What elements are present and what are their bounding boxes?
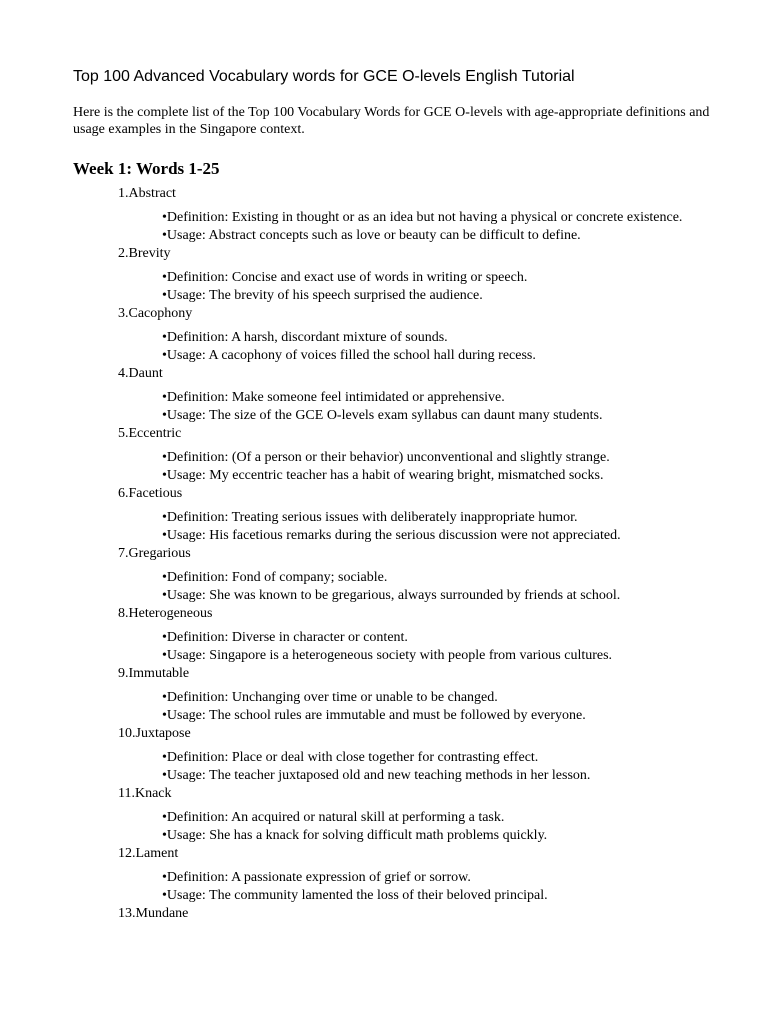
word-details <box>0 209 768 245</box>
word-definition: •Definition: Unchanging over time or unable to be changed. <box>162 690 498 705</box>
word-title: 9.Immutable <box>118 666 190 681</box>
word-details <box>0 809 768 845</box>
word-entry <box>0 305 768 365</box>
word-usage: •Usage: My eccentric teacher has a habit of wearing bright, mismatched socks. <box>162 468 604 483</box>
word-title: 13.Mundane <box>118 906 189 921</box>
word-entry <box>0 785 768 845</box>
word-usage: •Usage: She has a knack for solving difficult math problems quickly. <box>162 828 548 843</box>
word-entry <box>0 845 768 905</box>
word-definition: •Definition: Diverse in character or content. <box>162 630 408 645</box>
word-details <box>0 449 768 485</box>
word-details <box>0 749 768 785</box>
word-title: 10.Juxtapose <box>118 726 191 741</box>
word-entry <box>0 365 768 425</box>
word-title: 5.Eccentric <box>118 426 182 441</box>
word-entry <box>0 725 768 785</box>
word-title: 2.Brevity <box>118 246 171 261</box>
word-definition: •Definition: An acquired or natural skill at performing a task. <box>162 810 505 825</box>
word-details <box>0 629 768 665</box>
word-title: 1.Abstract <box>118 186 176 201</box>
word-title: 7.Gregarious <box>118 546 191 561</box>
word-details <box>0 509 768 545</box>
week-heading: Week 1: Words 1-25 <box>73 159 220 178</box>
word-entry <box>0 425 768 485</box>
word-usage: •Usage: Singapore is a heterogeneous society with people from various cultures. <box>162 648 613 663</box>
word-definition: •Definition: A harsh, discordant mixture of sounds. <box>162 330 448 345</box>
word-entry <box>0 545 768 605</box>
word-details <box>0 269 768 305</box>
word-definition: •Definition: Concise and exact use of words in writing or speech. <box>162 270 528 285</box>
word-usage: •Usage: The school rules are immutable and must be followed by everyone. <box>162 708 586 723</box>
word-details <box>0 869 768 905</box>
word-definition: •Definition: Fond of company; sociable. <box>162 570 388 585</box>
intro-paragraph: Here is the complete list of the Top 100 Vocabulary Words for GCE O-levels with age-appropriate definitions and usage examples in the Singapore context. <box>73 105 710 137</box>
word-definition: •Definition: A passionate expression of grief or sorrow. <box>162 870 471 885</box>
word-usage: •Usage: The community lamented the loss of their beloved principal. <box>162 888 548 903</box>
word-usage: •Usage: The teacher juxtaposed old and new teaching methods in her lesson. <box>162 768 591 783</box>
word-entry <box>0 665 768 725</box>
word-definition: •Definition: Existing in thought or as an idea but not having a physical or concrete existence. <box>162 210 683 225</box>
word-definition: •Definition: Place or deal with close together for contrasting effect. <box>162 750 539 765</box>
word-title: 3.Cacophony <box>118 306 193 321</box>
word-usage: •Usage: His facetious remarks during the serious discussion were not appreciated. <box>162 528 621 543</box>
word-definition: •Definition: (Of a person or their behavior) unconventional and slightly strange. <box>162 450 610 465</box>
word-details <box>0 329 768 365</box>
word-details <box>0 569 768 605</box>
word-details <box>0 689 768 725</box>
word-entry <box>0 605 768 665</box>
word-list <box>0 185 768 923</box>
word-entry <box>0 485 768 545</box>
word-title: 6.Facetious <box>118 486 183 501</box>
word-title: 4.Daunt <box>118 366 163 381</box>
word-entry <box>0 245 768 305</box>
word-title: 12.Lament <box>118 846 179 861</box>
word-usage: •Usage: The brevity of his speech surprised the audience. <box>162 288 483 303</box>
word-title: 8.Heterogeneous <box>118 606 213 621</box>
word-details <box>0 389 768 425</box>
word-definition: •Definition: Make someone feel intimidated or apprehensive. <box>162 390 505 405</box>
word-title: 11.Knack <box>118 786 172 801</box>
word-definition: •Definition: Treating serious issues with deliberately inappropriate humor. <box>162 510 578 525</box>
word-usage: •Usage: She was known to be gregarious, always surrounded by friends at school. <box>162 588 621 603</box>
word-entry <box>0 905 768 923</box>
word-entry <box>0 185 768 245</box>
word-usage: •Usage: The size of the GCE O-levels exam syllabus can daunt many students. <box>162 408 603 423</box>
word-usage: •Usage: A cacophony of voices filled the school hall during recess. <box>162 348 536 363</box>
document-title: Top 100 Advanced Vocabulary words for GCE O-levels English Tutorial <box>73 68 575 85</box>
word-usage: •Usage: Abstract concepts such as love or beauty can be difficult to define. <box>162 228 581 243</box>
